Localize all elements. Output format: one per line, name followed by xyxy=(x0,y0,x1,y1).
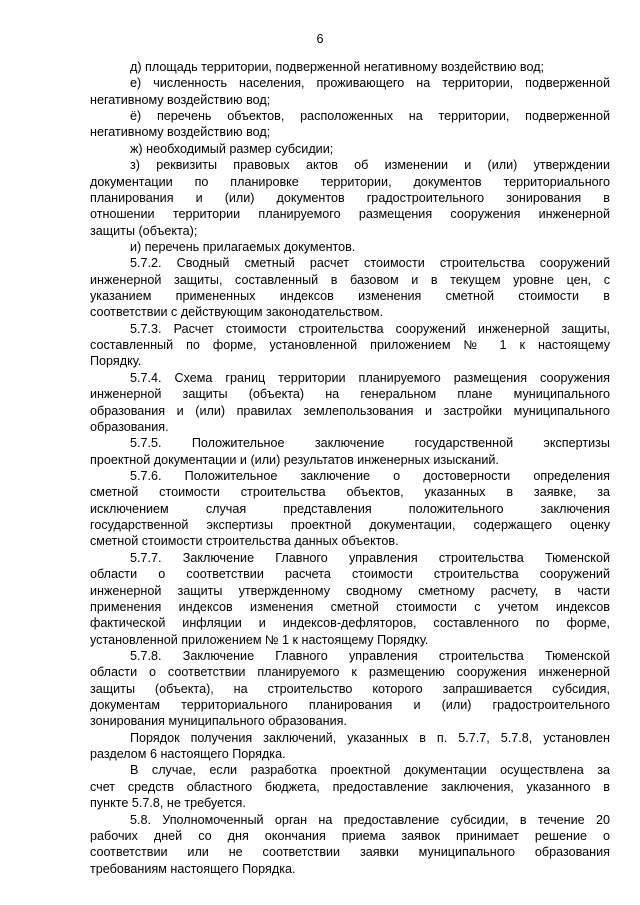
text-line: инженерной защиты (объекта) на генеральном плане муниципального xyxy=(90,387,610,402)
text-line: и) перечень прилагаемых документов. xyxy=(130,239,356,254)
text-line: счет средств областного бюджета, предоставление заключения, указанного в xyxy=(90,779,610,794)
text-line: 5.8. Уполномоченный орган на предоставление субсидии, в течение 20 xyxy=(130,812,610,827)
text-line: фактической инфляции и индексов-дефляторов, составленного по форме, xyxy=(90,616,610,631)
text-line: защиты (объекта), на строительство которого запрашивается субсидия, xyxy=(90,681,610,696)
text-line: 5.7.7. Заключение Главного управления строительства Тюменской xyxy=(130,550,610,565)
text-line: Порядок получения заключений, указанных в п. 5.7.7, 5.7.8, установлен xyxy=(130,730,610,745)
text-line: е) численность населения, проживающего на территории, подверженной xyxy=(130,76,610,91)
text-line: исключением случая представления положительного заключения xyxy=(90,501,610,516)
page-number: 6 xyxy=(316,32,324,46)
text-line: негативному воздействию вод; xyxy=(90,92,271,107)
text-line: д) площадь территории, подверженной негативному воздействию вод; xyxy=(130,60,545,74)
text-line: 5.7.3. Расчет стоимости строительства сооружений инженерной защиты, xyxy=(130,321,610,336)
text-line: пункте 5.7.8, не требуется. xyxy=(90,796,246,811)
text-line: з) реквизиты правовых актов об изменении и (или) утверждении xyxy=(130,158,610,173)
text-line: 5.7.2. Сводный сметный расчет стоимости строительства сооружений xyxy=(130,256,610,271)
text-line: области о соответствии планируемого к размещению сооружения инженерной xyxy=(90,665,610,680)
text-line: планирования и (или) документов градостроительного зонирования в xyxy=(90,190,610,205)
text-line: указанием примененных индексов изменения сметной стоимости в xyxy=(90,289,610,304)
text-line: проектной документации и (или) результатов инженерных изысканий. xyxy=(90,452,499,467)
text-line: 5.7.6. Положительное заключение о достоверности определения xyxy=(130,468,610,483)
text-line: ё) перечень объектов, расположенных на территории, подверженной xyxy=(130,109,610,124)
text-line: документации по планировке территории, документов территориального xyxy=(90,174,610,189)
text-line: сметной стоимости строительства данных объектов. xyxy=(90,534,399,549)
text-line: составленный по форме, установленной приложением № 1 к настоящему xyxy=(90,338,610,353)
text-line: документам территориального планирования и (или) градостроительного xyxy=(90,698,610,713)
text-line: инженерной защиты, составленный в базовом и в текущем уровне цен, с xyxy=(90,272,610,287)
text-line: требованиям настоящего Порядка. xyxy=(90,861,296,876)
text-line: разделом 6 настоящего Порядка. xyxy=(90,747,286,762)
text-line: защиты (объекта); xyxy=(90,223,198,238)
text-line: 5.7.4. Схема границ территории планируемого размещения сооружения xyxy=(130,370,610,385)
text-line: образования. xyxy=(90,419,169,434)
document-body xyxy=(90,59,610,877)
text-line: образования и (или) правилах землепользования и застройки муниципального xyxy=(90,403,610,418)
text-line: области о соответствии расчета стоимости строительства сооружений xyxy=(90,567,610,582)
text-line: установленной приложением № 1 к настоящему Порядку. xyxy=(90,632,429,647)
text-line: сметной стоимости строительства объектов, указанных в заявке, за xyxy=(90,485,610,500)
text-line: применения индексов изменения сметной стоимости с учетом индексов xyxy=(90,599,610,614)
text-line: отношении территории планируемого размещения сооружения инженерной xyxy=(90,207,610,222)
text-line: инженерной защиты утвержденному сводному сметному расчету, в части xyxy=(90,583,610,598)
text-line: 5.7.8. Заключение Главного управления строительства Тюменской xyxy=(130,648,610,663)
text-line: зонирования муниципального образования. xyxy=(90,714,347,729)
text-line: рабочих дней со дня окончания приема заявок принимает решение о xyxy=(90,828,610,843)
text-line: В случае, если разработка проектной документации осуществлена за xyxy=(130,763,610,778)
text-line: негативному воздействию вод; xyxy=(90,125,271,140)
text-line: Порядку. xyxy=(90,354,142,369)
text-line: соответствии с действующим законодательством. xyxy=(90,305,384,320)
text-line: ж) необходимый размер субсидии; xyxy=(130,141,334,156)
text-line: 5.7.5. Положительное заключение государственной экспертизы xyxy=(130,436,610,451)
text-line: соответствии или не соответствии заявки муниципального образования xyxy=(90,845,610,860)
text-line: государственной экспертизы проектной документации, содержащего оценку xyxy=(90,518,610,533)
